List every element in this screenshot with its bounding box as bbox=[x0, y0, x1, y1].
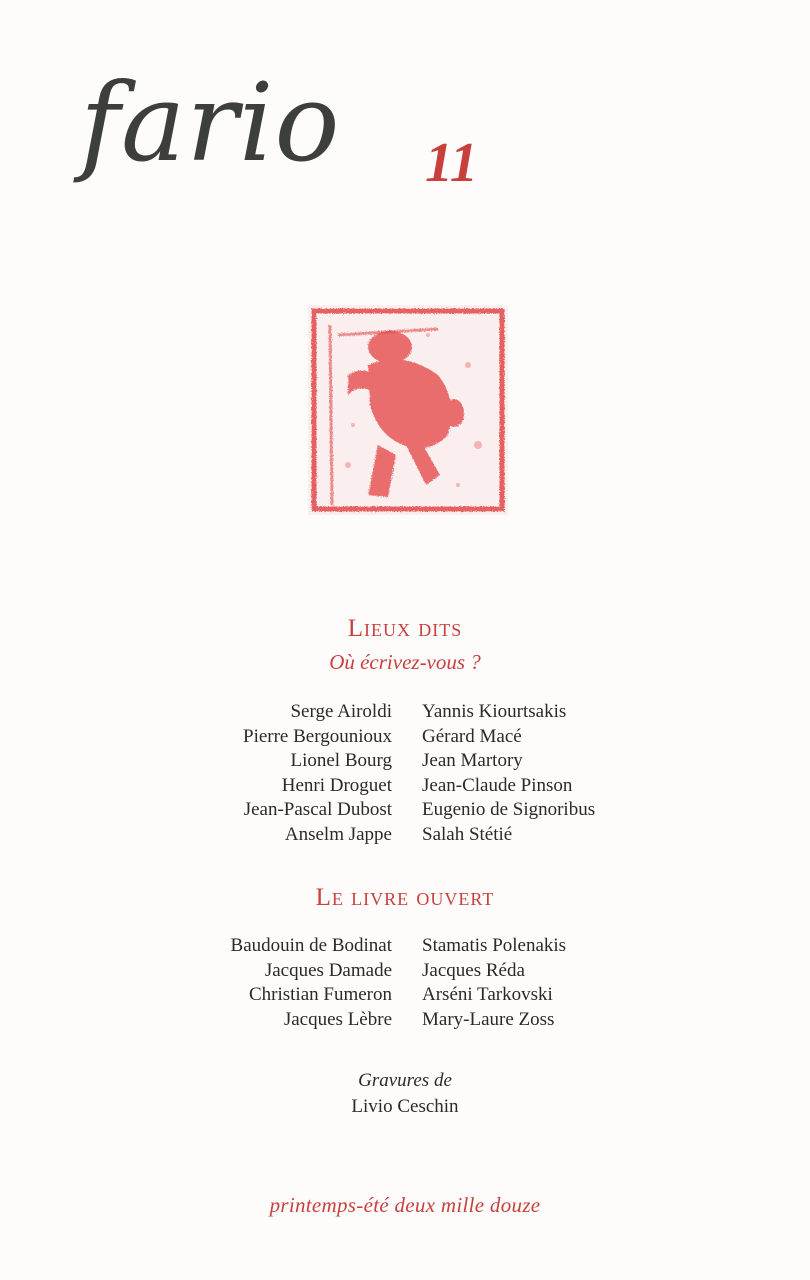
author-name: Yannis Kiourtsakis bbox=[422, 701, 567, 722]
section-title-le-livre-ouvert: Le livre ouvert bbox=[315, 884, 495, 911]
author-name: Pierre Bergounioux bbox=[243, 725, 392, 747]
author-name: Jacques Damade bbox=[264, 959, 392, 981]
credit-artist: Livio Ceschin bbox=[351, 1096, 459, 1117]
author-name: Eugenio de Signoribus bbox=[422, 799, 596, 820]
engraving-illustration bbox=[308, 305, 508, 515]
authors-right-column-1 bbox=[422, 700, 595, 847]
author-name: Jacques Lèbre bbox=[283, 1008, 392, 1030]
credit-label: Gravures de bbox=[358, 1070, 452, 1091]
author-name: Baudouin de Bodinat bbox=[230, 935, 392, 956]
author-name: Henri Droguet bbox=[281, 774, 392, 796]
author-name: Jean-Pascal Dubost bbox=[243, 799, 392, 820]
season-line: printemps-été deux mille douze bbox=[269, 1193, 541, 1217]
issue-number: 11 bbox=[425, 132, 478, 194]
author-name: Stamatis Polenakis bbox=[422, 935, 567, 956]
author-name: Gérard Macé bbox=[422, 725, 522, 747]
authors-left-column-2 bbox=[231, 934, 392, 1032]
authors-right-column-2 bbox=[422, 934, 566, 1032]
author-name: Serge Airoldi bbox=[290, 701, 392, 722]
author-name: Anselm Jappe bbox=[284, 823, 392, 845]
author-name: Jean Martory bbox=[422, 750, 523, 771]
author-name: Lionel Bourg bbox=[290, 750, 392, 771]
author-name: Arséni Tarkovski bbox=[422, 984, 553, 1005]
section-subtitle: Où écrivez-vous ? bbox=[329, 650, 481, 674]
author-name: Christian Fumeron bbox=[248, 984, 392, 1005]
author-name: Mary-Laure Zoss bbox=[422, 1008, 555, 1030]
section-title-lieux-dits: Lieux dits bbox=[347, 615, 463, 642]
journal-logo: fario bbox=[80, 61, 341, 186]
author-name: Salah Stétié bbox=[422, 823, 513, 845]
author-name: Jacques Réda bbox=[422, 959, 525, 981]
author-name: Jean-Claude Pinson bbox=[422, 774, 573, 796]
authors-left-column-1 bbox=[243, 700, 392, 847]
